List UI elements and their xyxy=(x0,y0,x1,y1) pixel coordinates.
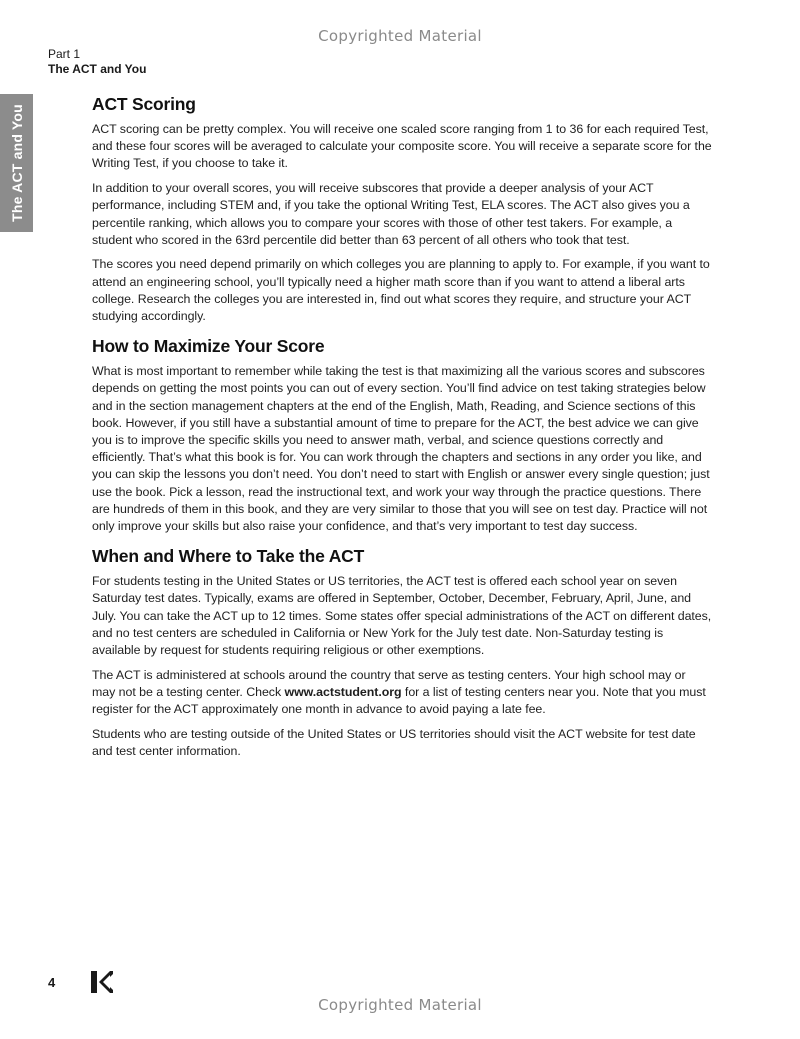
section-heading: ACT Scoring xyxy=(92,94,196,114)
kaplan-k-logo-icon xyxy=(90,970,114,994)
section-when-where xyxy=(92,545,712,760)
page-number: 4 xyxy=(48,975,56,990)
side-tab xyxy=(0,94,33,232)
section-heading: When and Where to Take the ACT xyxy=(92,546,365,567)
section-heading: How to Maximize Your Score xyxy=(92,336,325,357)
main-content xyxy=(92,93,712,770)
paragraph: In addition to your overall scores, you will receive subscores that provide a deeper analysis of your ACT performance, including STEM and, if you take the optional Writing Test, ELA scores. The ACT also gives you a percentile ranking, which allows you to compare your scores with those of other test takers. For example, a student who scored in the 63rd percentile did better than 63 percent of all others who took that test. xyxy=(92,181,690,247)
section-maximize-score xyxy=(92,335,712,535)
paragraph: Students who are testing outside of the United States or US territories should visit the ACT website for test date and test center information. xyxy=(92,726,696,759)
copyright-watermark-top: Copyrighted Material xyxy=(318,27,482,45)
text-run: The ACT is administered at schools around the country that serve as testing centers. Your high school may or may not be a testing center. Check xyxy=(92,667,686,699)
paragraph: The scores you need depend primarily on which colleges you are planning to apply to. For example, if you want to attend an engineering school, you’ll typically need a higher math score than if you want to attend a liberal arts college. Research the colleges you are interested in, find out what scores they require, and structure your ACT studying accordingly. xyxy=(92,257,710,324)
section-act-scoring xyxy=(92,93,712,325)
paragraph: What is most important to remember while taking the test is that maximizing all the various scores and subscores depends on getting the most points you can out of every section. You’ll find advice on test taking strategies below and in the section management chapters at the end of the English, Math, Reading, and Science sections of this book. However, if you still have a substantial amount of time to prepare for the ACT, the best advice we can give you is to improve the specific skills you need to answer math, verbal, and science questions correctly and efficiently. That’s what this book is for. You can work through the chapters and sections in any order you like, and you can skip the lessons you don’t need. You don’t need to start with English or answer every single question; just use the book. Pick a lesson, read the instructional text, and work your way through the practice questions. There are hundreds of them in this book, and they are very similar to those that you will see on test day. Practice will not only improve your skills but also raise your confidence, and that’s very important to test day success. xyxy=(92,364,710,534)
running-head xyxy=(48,47,146,77)
running-head-part: Part 1 xyxy=(48,47,81,61)
side-tab-label: The ACT and You xyxy=(8,104,25,222)
paragraph: For students testing in the United States or US territories, the ACT test is offered each school year on seven Saturday test dates. Typically, exams are offered in September, October, December, February, April, June, and July. You can take the ACT up to 12 times. Some states offer special administrations of the ACT on different dates, and no test centers are scheduled in California or New York for the July test date. Non-Saturday testing is available by request for students requiring religious or other exemptions. xyxy=(92,574,712,658)
actstudent-link[interactable]: www.actstudent.org xyxy=(284,684,402,699)
copyright-watermark-bottom: Copyrighted Material xyxy=(318,996,482,1014)
running-head-title: The ACT and You xyxy=(48,62,147,76)
text-run: for a list of testing centers near you. Note that you must register for the ACT approximately one month in advance to avoid paying a late fee. xyxy=(92,684,706,717)
paragraph-testing-centers xyxy=(92,667,712,719)
paragraph: ACT scoring can be pretty complex. You will receive one scaled score ranging from 1 to 36 for each required Test, and these four scores will be averaged to calculate your composite score. You will receive a separate score for the Writing Test, if you choose to take it. xyxy=(92,122,712,171)
